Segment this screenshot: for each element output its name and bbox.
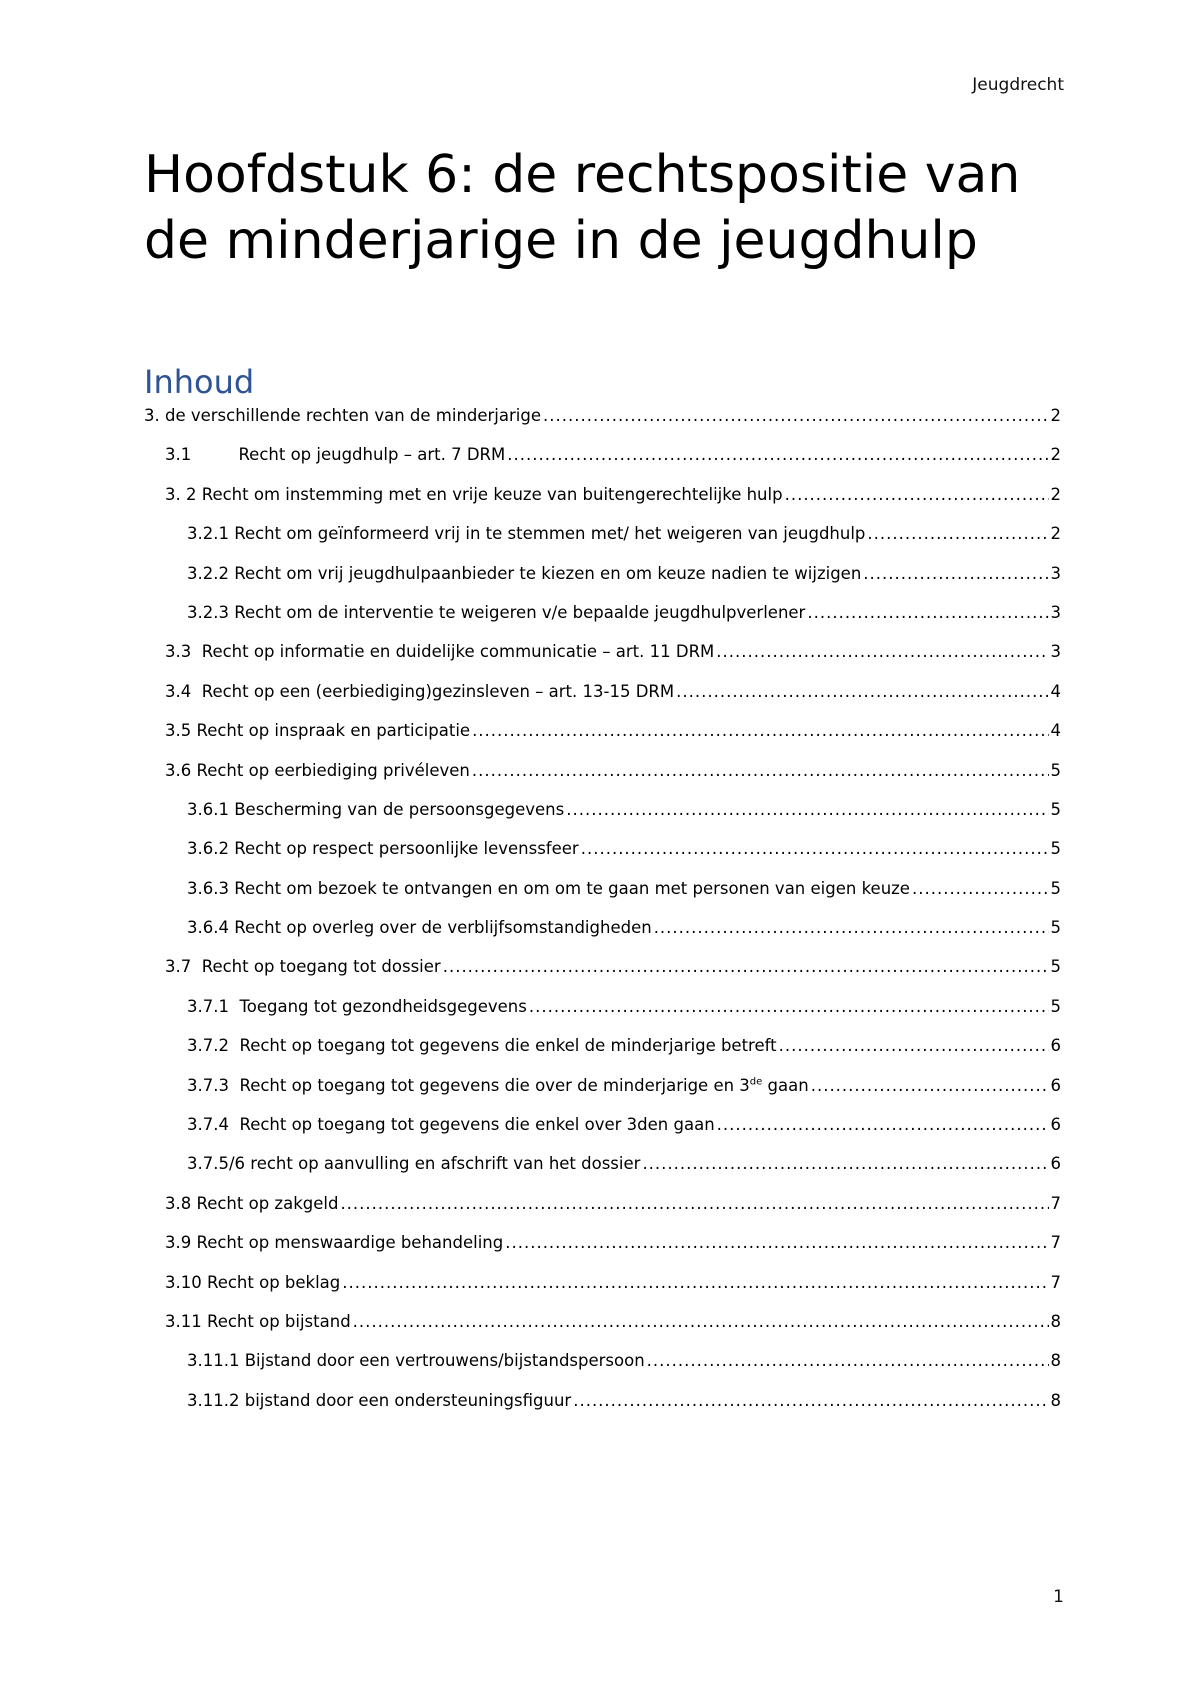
toc-entry-text: 3.9 Recht op menswaardige behandeling [165, 1233, 504, 1253]
toc-entry-title [187, 603, 805, 622]
toc-page-number: 5 [1050, 918, 1061, 938]
toc-entry-text: 3.7.5/6 recht op aanvulling en afschrift van het dossier [187, 1154, 641, 1174]
toc-entry-text: 3.4 Recht op een (eerbiediging)gezinsleven – art. 13-15 DRM [165, 681, 675, 701]
toc-entry-text: 3. 2 Recht om instemming met en vrije keuze van buitengerechtelijke hulp [165, 484, 783, 504]
toc-entry-title [165, 1312, 351, 1331]
toc-entry[interactable] [144, 1115, 1061, 1154]
toc-dot-leader [867, 524, 1048, 543]
toc-entry-text: 3.7.2 Recht op toegang tot gegevens die enkel de minderjarige betreft [187, 1036, 777, 1056]
toc-page-number: 6 [1050, 1154, 1061, 1174]
toc-entry[interactable] [144, 1036, 1061, 1075]
toc-page-number: 2 [1050, 406, 1061, 425]
toc-dot-leader [785, 485, 1049, 504]
toc-entry-text: 3.6.3 Recht om bezoek te ontvangen en om om te gaan met personen van eigen keuze [187, 878, 910, 898]
toc-entry-text: 3.3 Recht op informatie en duidelijke communicatie – art. 11 DRM [165, 642, 715, 662]
toc-entry[interactable] [144, 1194, 1061, 1233]
toc-entry[interactable] [144, 603, 1061, 642]
toc-entry-text: 3.10 Recht op beklag [165, 1272, 341, 1292]
toc-dot-leader [654, 918, 1049, 937]
toc-entry-title [187, 1036, 777, 1055]
toc-dot-leader [647, 1351, 1049, 1370]
toc-entry[interactable] [144, 564, 1061, 603]
toc-entry-text: 3.7.3 Recht op toegang tot gegevens die over de minderjarige en 3 [187, 1075, 750, 1095]
toc-dot-leader [863, 564, 1048, 583]
toc-entry-text: 3.2.2 Recht om vrij jeugdhulpaanbieder te kiezen en om keuze nadien te wijzigen [187, 563, 862, 583]
toc-entry-text: 3. de verschillende rechten van de minderjarige [144, 406, 541, 425]
toc-entry-title [187, 1154, 640, 1173]
toc-entry-text: 3.7 Recht op toegang tot dossier [165, 957, 441, 977]
toc-dot-leader [716, 642, 1048, 661]
toc-entry-title [187, 1076, 809, 1095]
toc-entry-title [165, 642, 714, 661]
chapter-title: Hoofdstuk 6: de rechtspositie van de minderjarige in de jeugdhulp [144, 145, 1021, 271]
toc-entry-title [187, 918, 652, 937]
toc-page-number: 2 [1050, 445, 1061, 465]
toc-page-number: 7 [1050, 1193, 1061, 1213]
toc-entry[interactable] [144, 485, 1061, 524]
toc-page-number: 5 [1050, 957, 1061, 977]
toc-entry-title [187, 1115, 715, 1134]
toc-entry-text: 3.2.3 Recht om de interventie te weigeren v/e bepaalde jeugdhulpverlener [187, 602, 806, 622]
toc-entry-title [165, 485, 783, 504]
toc-entry-title [187, 564, 861, 583]
toc-entry-title [187, 524, 865, 543]
toc-heading: Inhoud [144, 363, 255, 401]
toc-entry[interactable] [144, 1312, 1061, 1351]
toc-dot-leader [573, 1391, 1048, 1410]
running-header: Jeugdrecht [972, 75, 1064, 95]
toc-entry-title [165, 682, 674, 701]
toc-entry-text-suffix: gaan [762, 1075, 809, 1095]
toc-entry[interactable] [144, 1391, 1061, 1430]
toc-dot-leader [779, 1036, 1049, 1055]
toc-dot-leader [581, 839, 1049, 858]
toc-entry-text: 3.11.2 bijstand door een ondersteuningsfiguur [187, 1390, 572, 1410]
toc-page-number: 6 [1050, 1036, 1061, 1056]
toc-dot-leader [912, 879, 1049, 898]
toc-entry-title [187, 1351, 645, 1370]
toc-dot-leader [507, 445, 1048, 464]
toc-entry[interactable] [144, 761, 1061, 800]
toc-entry-title [165, 445, 505, 464]
toc-dot-leader [340, 1194, 1048, 1213]
toc-entry-title [165, 721, 470, 740]
toc-page-number: 8 [1050, 1311, 1061, 1331]
toc-entry[interactable] [144, 1351, 1061, 1390]
toc-entry-title [165, 761, 470, 780]
toc-page-number: 2 [1050, 524, 1061, 544]
toc-entry-text: 3.6.2 Recht op respect persoonlijke levenssfeer [187, 839, 579, 859]
toc-entry-title [187, 800, 564, 819]
toc-dot-leader [472, 761, 1049, 780]
toc-page-number: 5 [1050, 878, 1061, 898]
toc-entry-text: 3.8 Recht op zakgeld [165, 1193, 339, 1213]
toc-entry-title [187, 997, 527, 1016]
toc-entry[interactable] [144, 445, 1061, 484]
table-of-contents [144, 406, 1061, 1430]
toc-entry[interactable] [144, 721, 1061, 760]
toc-entry-text: 3.1 Recht op jeugdhulp – art. 7 DRM [165, 445, 506, 465]
toc-page-number: 4 [1050, 721, 1061, 741]
toc-entry-title [165, 1233, 503, 1252]
toc-dot-leader [807, 603, 1048, 622]
toc-page-number: 5 [1050, 799, 1061, 819]
toc-entry-superscript: de [749, 1076, 763, 1088]
toc-entry[interactable] [144, 1154, 1061, 1193]
toc-entry[interactable] [144, 997, 1061, 1036]
toc-entry-title [165, 957, 441, 976]
toc-page-number: 6 [1050, 1075, 1061, 1095]
toc-entry[interactable] [144, 642, 1061, 681]
toc-entry[interactable] [144, 1273, 1061, 1312]
toc-entry-text: 3.6 Recht op eerbiediging privéleven [165, 760, 470, 780]
toc-entry-title [187, 879, 910, 898]
toc-entry[interactable] [144, 1076, 1061, 1115]
toc-entry-text: 3.7.1 Toegang tot gezondheidsgegevens [187, 996, 527, 1016]
toc-dot-leader [472, 721, 1048, 740]
toc-page-number: 8 [1050, 1351, 1061, 1371]
toc-entry-title [144, 406, 541, 425]
toc-page-number: 7 [1050, 1272, 1061, 1292]
toc-dot-leader [543, 406, 1049, 425]
toc-entry-text: 3.11 Recht op bijstand [165, 1311, 351, 1331]
toc-page-number: 3 [1050, 602, 1061, 622]
toc-page-number: 4 [1050, 681, 1061, 701]
toc-dot-leader [717, 1115, 1049, 1134]
toc-entry-text: 3.5 Recht op inspraak en participatie [165, 721, 471, 741]
toc-page-number: 3 [1050, 642, 1061, 662]
toc-entry-text: 3.7.4 Recht op toegang tot gegevens die enkel over 3den gaan [187, 1115, 715, 1135]
toc-dot-leader [811, 1076, 1049, 1095]
toc-entry-text: 3.6.4 Recht op overleg over de verblijfsomstandigheden [187, 918, 652, 938]
toc-page-number: 3 [1050, 563, 1061, 583]
toc-dot-leader [529, 997, 1049, 1016]
toc-entry[interactable] [144, 839, 1061, 878]
toc-dot-leader [353, 1312, 1049, 1331]
toc-entry-text: 3.11.1 Bijstand door een vertrouwens/bijstandspersoon [187, 1351, 645, 1371]
toc-dot-leader [443, 957, 1049, 976]
toc-entry[interactable] [144, 800, 1061, 839]
toc-entry[interactable] [144, 918, 1061, 957]
toc-dot-leader [676, 682, 1048, 701]
toc-dot-leader [505, 1233, 1048, 1252]
toc-entry[interactable] [144, 879, 1061, 918]
toc-entry[interactable] [144, 957, 1061, 996]
toc-page-number: 8 [1050, 1390, 1061, 1410]
toc-dot-leader [342, 1273, 1048, 1292]
toc-page-number: 7 [1050, 1233, 1061, 1253]
toc-entry[interactable] [144, 1233, 1061, 1272]
toc-entry-title [187, 1391, 571, 1410]
toc-page-number: 5 [1050, 839, 1061, 859]
toc-page-number: 5 [1050, 996, 1061, 1016]
toc-dot-leader [566, 800, 1048, 819]
toc-entry[interactable] [144, 682, 1061, 721]
toc-page-number: 5 [1050, 760, 1061, 780]
toc-entry[interactable] [144, 524, 1061, 563]
toc-entry[interactable] [144, 406, 1061, 445]
toc-entry-text: 3.2.1 Recht om geïnformeerd vrij in te stemmen met/ het weigeren van jeugdhulp [187, 524, 866, 544]
toc-entry-title [187, 839, 579, 858]
toc-entry-title [165, 1194, 338, 1213]
toc-dot-leader [642, 1154, 1048, 1173]
toc-page-number: 6 [1050, 1115, 1061, 1135]
page-number: 1 [1053, 1587, 1064, 1607]
toc-page-number: 2 [1050, 484, 1061, 504]
toc-entry-title [165, 1273, 340, 1292]
toc-entry-text: 3.6.1 Bescherming van de persoonsgegevens [187, 799, 565, 819]
